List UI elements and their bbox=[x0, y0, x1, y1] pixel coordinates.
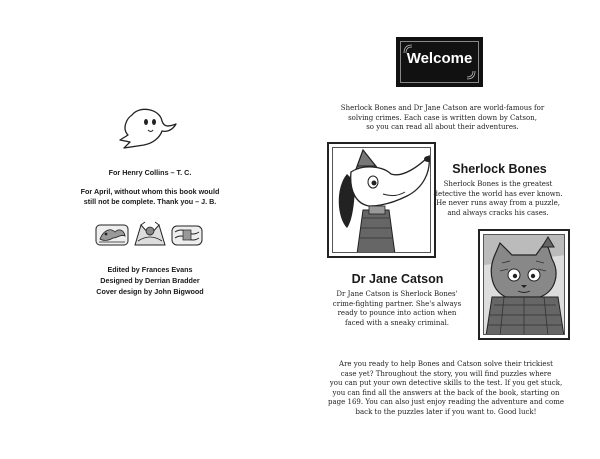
outro-line: you can find all the answers at the back of the book, starting on bbox=[332, 388, 560, 397]
intro-paragraph bbox=[325, 104, 560, 133]
bird-icon bbox=[95, 224, 129, 246]
credit-editor: Edited by Frances Evans bbox=[107, 265, 193, 274]
cat-portrait bbox=[484, 235, 565, 335]
pattern-icon bbox=[171, 225, 203, 246]
credit-cover: Cover design by John Bigwood bbox=[96, 287, 204, 296]
sherlock-line: He never runs away from a puzzle, bbox=[436, 199, 560, 208]
ghost-icon bbox=[118, 107, 180, 151]
sherlock-line: and always cracks his cases. bbox=[447, 208, 549, 217]
intro-line: Sherlock Bones and Dr Jane Catson are world-famous for bbox=[340, 104, 545, 112]
outro-line: case yet? Throughout the story, you will find puzzles where bbox=[340, 369, 552, 378]
outro-paragraph bbox=[318, 360, 574, 418]
sherlock-line: Sherlock Bones is the greatest bbox=[443, 180, 553, 188]
ornament-icon bbox=[133, 221, 167, 247]
catson-line: ready to pounce into action when bbox=[337, 309, 457, 318]
catson-description bbox=[322, 290, 472, 328]
sherlock-name: Sherlock Bones bbox=[452, 162, 547, 176]
catson-line: faced with a sneaky criminal. bbox=[344, 318, 450, 327]
dedication-april-line: still not be complete. Thank you – J. B. bbox=[83, 197, 217, 206]
flourish-icon bbox=[462, 70, 476, 80]
dog-portrait bbox=[333, 148, 431, 253]
credits bbox=[60, 264, 240, 297]
intro-line: so you can read all about their adventures. bbox=[366, 123, 519, 132]
sherlock-portrait-inner bbox=[332, 147, 431, 253]
flourish-icon bbox=[403, 44, 417, 54]
catson-name: Dr Jane Catson bbox=[351, 272, 444, 286]
sherlock-description bbox=[428, 180, 568, 218]
welcome-heading-box bbox=[396, 37, 483, 87]
catson-portrait-frame bbox=[478, 229, 570, 340]
sherlock-line: detective the world has ever known. bbox=[433, 189, 563, 198]
outro-line: back to the puzzles later if you want to. Good luck! bbox=[355, 407, 537, 416]
catson-portrait-inner bbox=[483, 234, 565, 335]
dedication-henry: For Henry Collins – T. C. bbox=[108, 168, 192, 177]
outro-line: Are you ready to help Bones and Catson solve their trickiest bbox=[339, 360, 553, 368]
catson-line: crime-fighting partner. She's always bbox=[332, 299, 462, 308]
outro-line: page 169. You can also just enjoy reading the adventure and come bbox=[328, 398, 564, 407]
catson-line: Dr Jane Catson is Sherlock Bones' bbox=[336, 290, 458, 298]
dedication-april-line: For April, without whom this book would bbox=[80, 187, 220, 196]
dedication-april bbox=[50, 187, 250, 207]
intro-line: solving crimes. Each case is written down by Catson, bbox=[348, 113, 537, 122]
sherlock-portrait-frame bbox=[327, 142, 436, 258]
page-title: Welcome bbox=[406, 50, 473, 67]
outro-line: you can put your own detective skills to the test. If you get stuck, bbox=[329, 379, 563, 388]
credit-designer: Designed by Derrian Bradder bbox=[100, 276, 200, 285]
